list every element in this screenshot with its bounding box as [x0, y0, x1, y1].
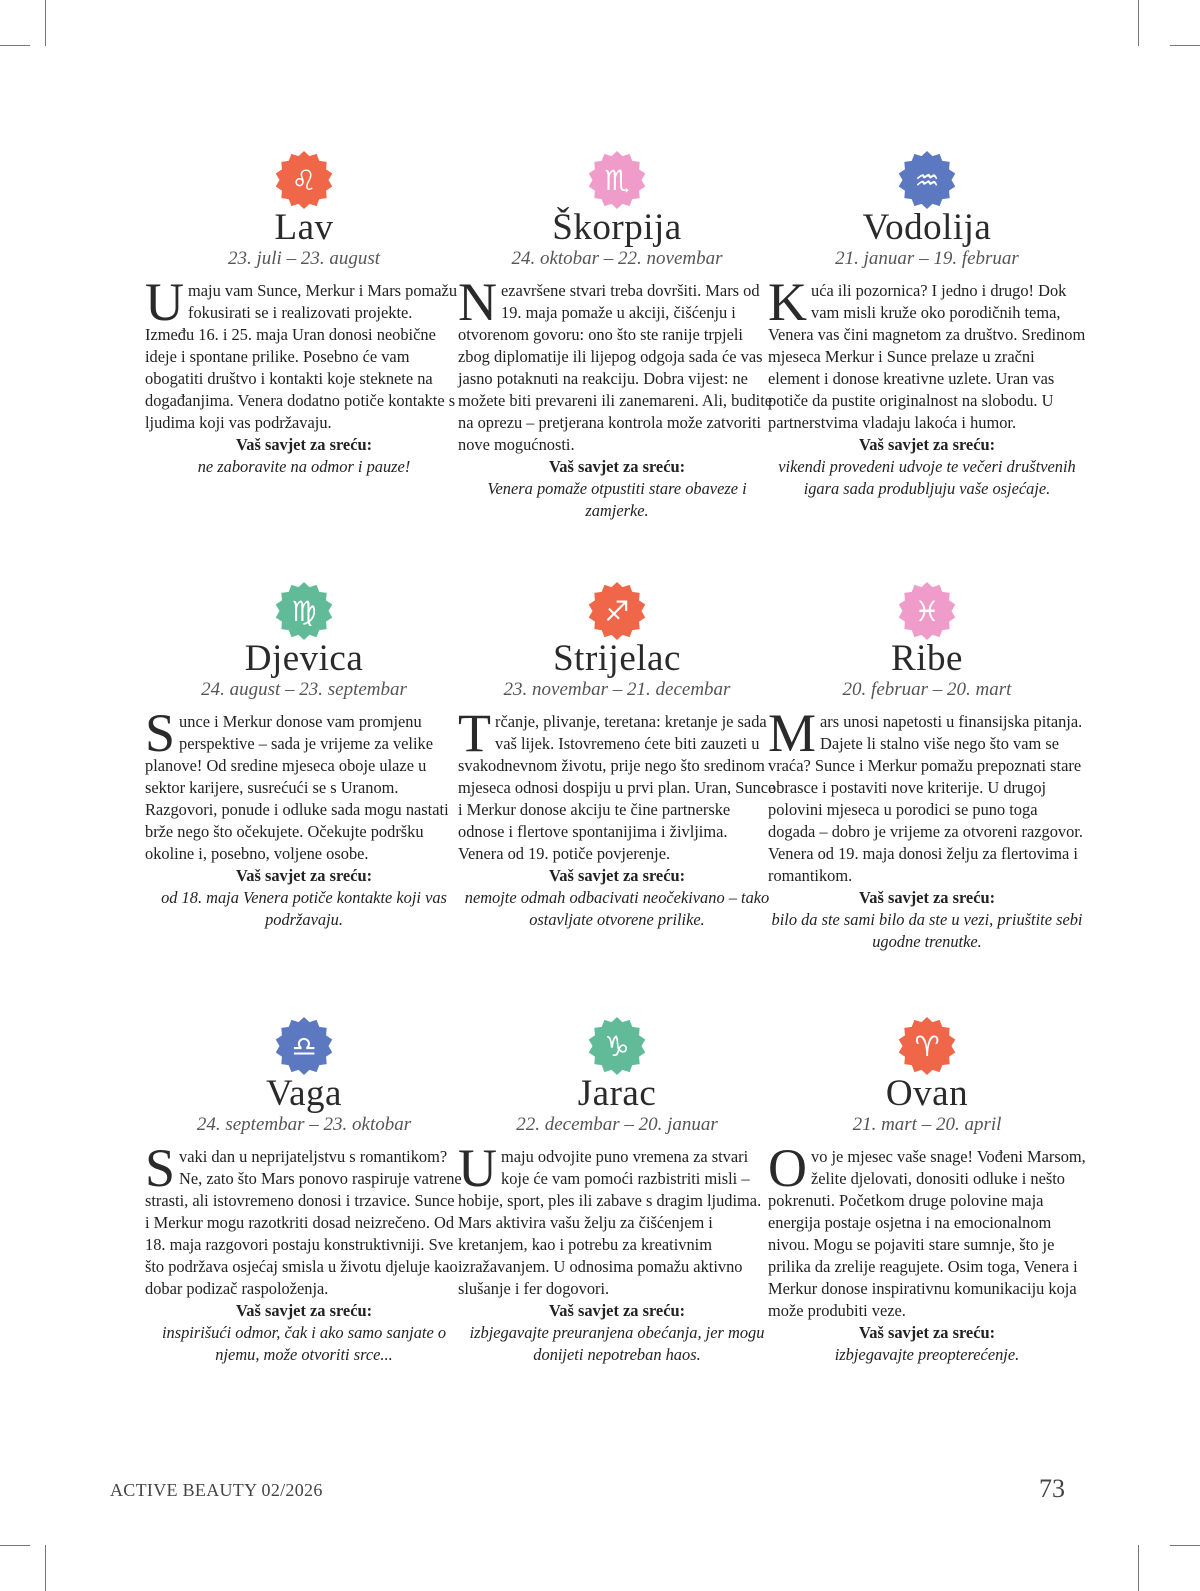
advice-title: Vaš savjet za sreću: — [548, 457, 686, 476]
sign-card-skorpija — [458, 150, 776, 522]
drop-cap: M — [768, 703, 817, 763]
libra-icon — [274, 1016, 334, 1076]
sign-dates: 22. decembar – 20. januar — [516, 1114, 718, 1135]
sign-dates: 24. oktobar – 22. novembar — [511, 248, 723, 269]
advice-title: Vaš savjet za sreću: — [548, 1301, 686, 1320]
sign-card-ovan — [768, 1016, 1086, 1366]
svg-text:♏: ♏ — [604, 164, 630, 197]
body-text: vo je mjesec vaše snage! Vođeni Marsom, želite djelovati, donositi odluke i nešto pokrenuti. Početkom druge polovine maja energija postaje osjetna i na emocionalnom nivou. Mogu se pojaviti stare sumnje, što je prilika da zrelije reagujete. Osim toga, Venera i Merkur donose inspirativnu komunikaciju koja može produbiti veze. — [768, 1147, 1086, 1320]
body-text: maju vam Sunce, Merkur i Mars pomažu fokusirati se i realizovati projekte. Između 16. i 25. maja Uran donosi neobične ideje i spontane prilike. Posebno će vam obogatiti društvo i kontakti koje steknete na događanjima. Venera dodatno potiče kontakte s ljudima koji vas podržavaju. — [145, 281, 458, 432]
sign-dates: 20. februar – 20. mart — [842, 679, 1012, 700]
sign-name: Vodolija — [862, 207, 992, 248]
advice-text: vikendi provedeni udvoje te večeri društvenih igara sada produbljuju vaše osjećaje. — [778, 457, 1076, 498]
body-text: maju odvojite puno vremena za stvari koje će vam pomoći razbistriti misli – hobije, sport, ples ili zabave s dragim ljudima. Mars aktivira vašu želju za čišćenjem i kretanjem, kao i potrebu za kreativnim izražavanjem. U odnosima pomažu aktivno slušanje i fer dogovori. — [458, 1147, 762, 1298]
svg-text:♈: ♈ — [914, 1030, 940, 1063]
horoscope-text — [768, 272, 1086, 434]
crop-mark — [1138, 1545, 1139, 1591]
body-text: ezavršene stvari treba dovršiti. Mars od 19. maja pomaže u akciji, čišćenju i otvorenom govoru: ono što ste ranije trpjeli zbog diplomatije ili lijepog odgoja sada će vas jasno potaknuti na reakciju. Dobra vijest: ne možete biti prevareni ili zanemareni. Ali, budite na oprezu – pretjerana kontrola može zatvoriti nove mogućnosti. — [458, 281, 773, 454]
body-text: uća ili pozornica? I jedno i drugo! Dok vam misli kruže oko porodičnih tema, Venera vas čini magnetom za društvo. Sredinom mjeseca Merkur i Sunce prelaze u zračni element i donose kreativne uzlete. Uran vas potiče da pustite originalnost na slobodu. U partnerstvima vladaju lakoća i humor. — [768, 281, 1086, 432]
aquarius-icon — [897, 150, 957, 210]
sign-card-lav — [145, 150, 463, 478]
svg-text:♌: ♌ — [291, 164, 317, 197]
leo-icon — [274, 150, 334, 210]
sign-name: Jarac — [577, 1073, 657, 1114]
sign-name: Lav — [274, 207, 334, 248]
body-text: unce i Merkur donose vam promjenu perspektive – sada je vrijeme za velike planove! Od sredine mjeseca oboje ulaze u sektor karijere, susrećući se s Uranom. Razgovori, ponude i odluke sada mogu nastati brže nego što očekujete. Očekujte podršku okoline i, posebno, voljene osobe. — [145, 712, 449, 863]
sagittarius-icon — [587, 581, 647, 641]
crop-mark — [45, 0, 46, 46]
sign-card-strijelac — [458, 581, 776, 931]
sign-name: Ovan — [885, 1073, 969, 1114]
sign-card-vodolija — [768, 150, 1086, 500]
magazine-footer: ACTIVE BEAUTY 02/2026 — [110, 1480, 323, 1500]
sign-name: Vaga — [266, 1073, 342, 1114]
svg-text:♒: ♒ — [914, 164, 940, 197]
advice-text: Venera pomaže otpustiti stare obaveze i zamjerke. — [487, 479, 747, 520]
svg-text:♎: ♎ — [291, 1030, 317, 1063]
sign-dates: 23. novembar – 21. decembar — [503, 679, 731, 700]
advice-title: Vaš savjet za sreću: — [858, 1323, 996, 1342]
crop-mark — [1170, 1545, 1200, 1546]
advice-text: nemojte odmah odbacivati neočekivano – tako ostavljate otvorene prilike. — [464, 888, 770, 929]
drop-cap: S — [145, 1138, 176, 1198]
drop-cap: K — [768, 272, 807, 332]
horoscope-text — [458, 1138, 776, 1300]
horoscope-text — [768, 1138, 1086, 1322]
advice-text: izbjegavajte preopterećenje. — [834, 1345, 1020, 1364]
drop-cap: U — [145, 272, 184, 332]
sign-dates: 21. januar – 19. februar — [835, 248, 1019, 269]
sign-card-ribe — [768, 581, 1086, 953]
sign-dates: 23. juli – 23. august — [227, 248, 380, 269]
advice-text: od 18. maja Venera potiče kontakte koji vas podržavaju. — [161, 888, 447, 929]
page-number: 73 — [1039, 1474, 1065, 1503]
drop-cap: N — [458, 272, 497, 332]
horoscope-text — [145, 272, 463, 434]
advice-text: inspirišući odmor, čak i ako samo sanjate o njemu, može otvoriti srce... — [161, 1323, 447, 1364]
body-text: rčanje, plivanje, teretana: kretanje je sada vaš lijek. Istovremeno ćete biti zauzeti u svakodnevnom životu, prije nego što sredinom mjeseca odnosi dospiju u prvi plan. Uran, Sunce i Merkur donose akciju te čine partnerske odnose i flertove spontanijima i življima. Venera od 19. potiče povjerenje. — [458, 712, 776, 863]
crop-mark — [1138, 0, 1139, 46]
capricorn-icon — [587, 1016, 647, 1076]
advice-title: Vaš savjet za sreću: — [858, 888, 996, 907]
sign-name: Škorpija — [552, 207, 682, 248]
horoscope-text — [145, 1138, 463, 1300]
drop-cap: T — [458, 703, 491, 763]
virgo-icon — [274, 581, 334, 641]
aries-icon — [897, 1016, 957, 1076]
sign-card-vaga — [145, 1016, 463, 1366]
advice-title: Vaš savjet za sreću: — [235, 435, 373, 454]
advice-title: Vaš savjet za sreću: — [235, 866, 373, 885]
crop-mark — [0, 1545, 30, 1546]
pisces-icon — [897, 581, 957, 641]
drop-cap: O — [768, 1138, 807, 1198]
sign-name: Djevica — [244, 638, 364, 679]
advice-text: ne zaboravite na odmor i pauze! — [197, 457, 411, 476]
advice-text: bilo da ste sami bilo da ste u vezi, priuštite sebi ugodne trenutke. — [771, 910, 1083, 951]
sign-dates: 21. mart – 20. april — [852, 1114, 1002, 1135]
horoscope-text — [458, 703, 776, 865]
svg-text:♓: ♓ — [914, 595, 940, 628]
svg-text:♑: ♑ — [604, 1030, 630, 1063]
crop-mark — [1170, 45, 1200, 46]
sign-name: Ribe — [891, 638, 963, 679]
horoscope-text — [768, 703, 1086, 887]
sign-name: Strijelac — [553, 638, 681, 679]
body-text: ars unosi napetosti u finansijska pitanja. Dajete li stalno više nego što vam se vraća? Sunce i Merkur pomažu prepoznati stare obrasce i postaviti nove kriterije. U drugoj polovini mjeseca u porodici se puno toga dogada – dobro je vrijeme za otvoreni razgovor. Venera od 19. maja donosi želju za flertovima i romantikom. — [768, 712, 1083, 885]
scorpio-icon — [587, 150, 647, 210]
sign-card-djevica — [145, 581, 463, 931]
advice-text: izbjegavajte preuranjena obećanja, jer mogu donijeti nepotreban haos. — [469, 1323, 765, 1364]
body-text: vaki dan u neprijateljstvu s romantikom? Ne, zato što Mars ponovo raspiruje vatrene strasti, ali istovremeno donosi i trzavice. Sunce i Merkur mogu razotkriti dosad neizrečeno. Od 18. maja razgovori postaju konstruktivniji. Sve što podržava osjećaj smisla u životu djeluje kao dobar podizač raspoloženja. — [145, 1147, 462, 1298]
sign-dates: 24. august – 23. septembar — [201, 679, 407, 700]
svg-text:♐: ♐ — [604, 595, 630, 628]
crop-mark — [0, 45, 30, 46]
horoscope-text — [458, 272, 776, 456]
advice-title: Vaš savjet za sreću: — [858, 435, 996, 454]
drop-cap: S — [145, 703, 176, 763]
svg-text:♍: ♍ — [291, 595, 317, 628]
advice-title: Vaš savjet za sreću: — [235, 1301, 373, 1320]
drop-cap: U — [458, 1138, 497, 1198]
sign-dates: 24. septembar – 23. oktobar — [196, 1114, 412, 1135]
crop-mark — [45, 1545, 46, 1591]
advice-title: Vaš savjet za sreću: — [548, 866, 686, 885]
sign-card-jarac — [458, 1016, 776, 1366]
horoscope-text — [145, 703, 463, 865]
